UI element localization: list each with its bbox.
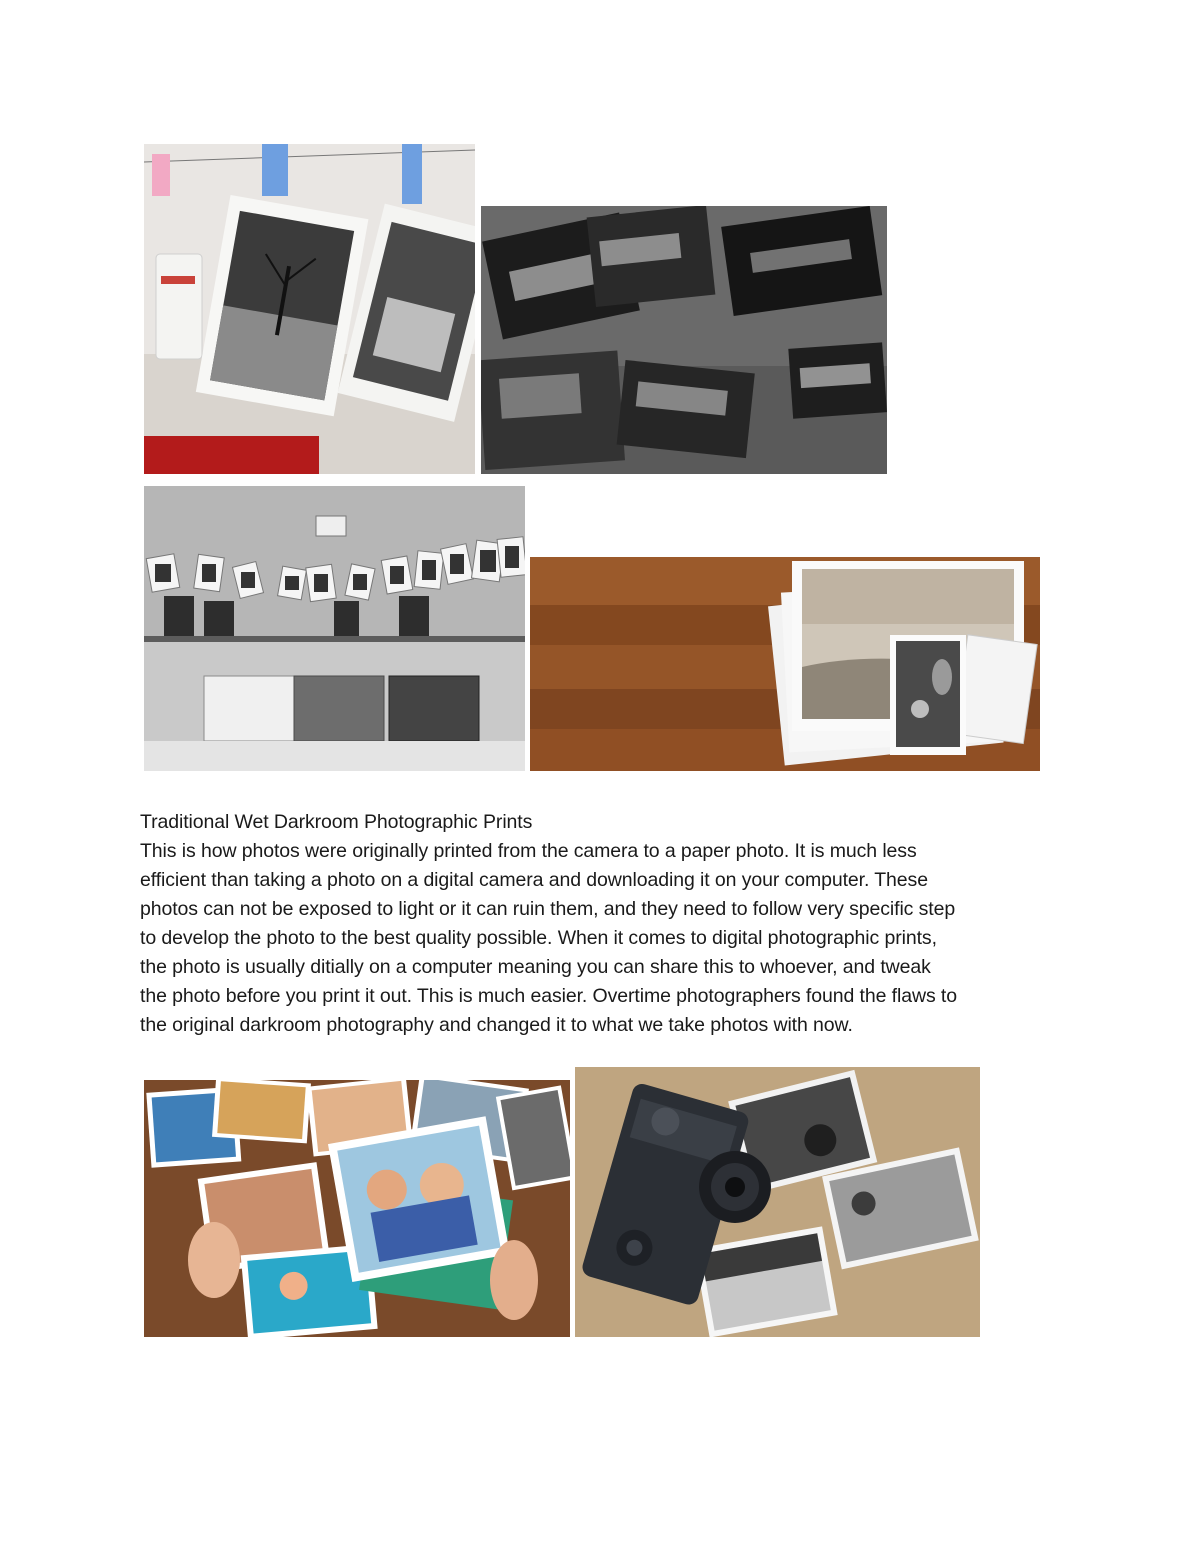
body-line: the original darkroom photography and changed it to what we take photos with now. [140,1014,853,1036]
document-title: Traditional Wet Darkroom Photographic Prints [140,811,533,833]
body-line: This is how photos were originally printed from the camera to a paper photo. It is much less [140,840,917,862]
photo-print-stack-on-wood [530,557,1040,771]
photo-scattered-bw-prints [481,206,887,474]
body-line: the photo before you print it out. This is much easier. Overtime photographers found the flaws to [140,985,957,1007]
body-line: efficient than taking a photo on a digital camera and downloading it on your computer. These [140,869,928,891]
photo-camera-with-bw-prints [575,1067,980,1337]
photo-color-collage [144,1080,570,1337]
photo-darkroom-interior [144,486,525,771]
document-body [140,837,1070,1040]
photo-prints-on-clothesline [144,144,475,474]
body-line: to develop the photo to the best quality possible. When it comes to digital photographic prints, [140,927,937,949]
document-text [140,808,1070,1040]
body-line: photos can not be exposed to light or it can ruin them, and they need to follow very specific step [140,898,956,920]
body-line: the photo is usually ditially on a computer meaning you can share this to whoever, and tweak [140,956,931,978]
